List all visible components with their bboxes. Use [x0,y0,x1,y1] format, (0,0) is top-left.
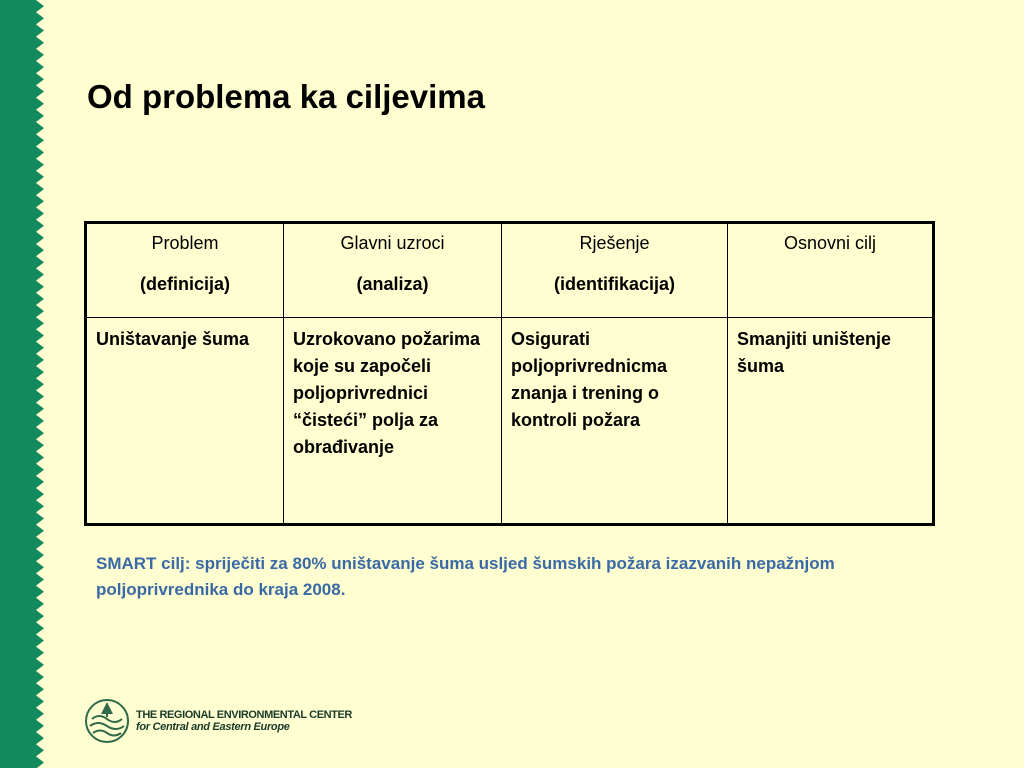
cell-causes: Uzrokovano požarima koje su započeli poljoprivrednici “čisteći” polja za obrađivanje [284,318,502,525]
table-header-row [86,223,934,318]
cell-goal: Smanjiti uništenje šuma [728,318,934,525]
cell-problem: Uništavanje šuma [86,318,284,525]
rec-logo [84,697,352,745]
header-cell-solution [502,223,728,318]
header-subtitle: (definicija) [139,274,230,294]
smart-goal-note: SMART cilj: spriječiti za 80% uništavanje šuma usljed šumskih požara izazvanih nepažnjom poljoprivrednika do kraja 2008. [96,554,835,599]
header-subtitle: (analiza) [356,274,429,294]
cell-solution: Osigurati poljoprivrednicma znanja i trening o kontroli požara [502,318,728,525]
header-subtitle: (identifikacija) [553,274,676,294]
header-cell-causes [284,223,502,318]
table-row [86,318,934,525]
header-cell-goal [728,223,934,318]
rec-logo-icon [84,697,130,745]
header-title: Problem [151,233,219,253]
header-title: Glavni uzroci [340,233,445,253]
slide-title: Od problema ka ciljevima [87,78,485,115]
zigzag-border [0,0,48,768]
logo-text [136,709,352,733]
header-cell-problem [86,223,284,318]
problem-goal-table [84,221,935,526]
header-title: Osnovni cilj [783,233,877,253]
logo-org-name: THE REGIONAL ENVIRONMENTAL CENTER [136,709,352,721]
logo-org-region: for Central and Eastern Europe [136,721,290,733]
header-title: Rješenje [579,233,650,253]
